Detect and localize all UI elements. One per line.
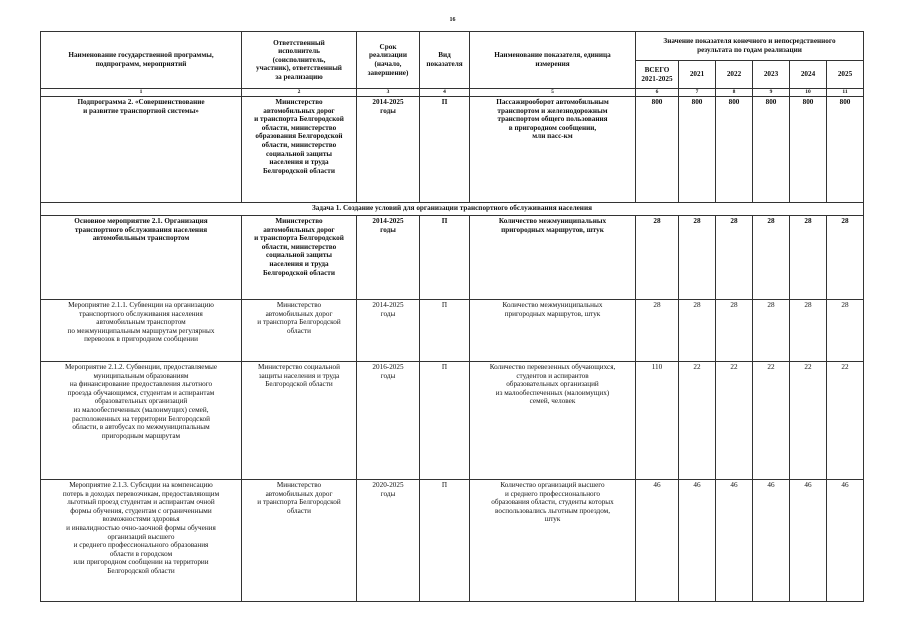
row-value-2021: 28 bbox=[679, 216, 716, 300]
row-value-total: 28 bbox=[636, 300, 679, 362]
task-title: Задача 1. Создание условий для организации транспортного обслуживания населения bbox=[41, 203, 864, 216]
row-value-2024: 28 bbox=[790, 216, 827, 300]
table-row bbox=[41, 480, 864, 602]
header-executor: Ответственный исполнитель (соисполнитель, участник), ответственный за реализацию bbox=[242, 32, 357, 89]
table-row bbox=[41, 97, 864, 203]
header-year-2021: 2021 bbox=[679, 61, 716, 89]
row-value-2025: 800 bbox=[827, 97, 864, 203]
row-executor: Министерство автомобильных дорог и транспорта Белгородской области bbox=[242, 480, 357, 602]
row-executor: Министерство автомобильных дорог и транспорта Белгородской области, министерство образования Белгородской области, министерство социальной защиты населения и труда Белгородской области bbox=[242, 97, 357, 203]
row-executor: Министерство автомобильных дорог и транспорта Белгородской области, министерство социальной защиты населения и труда Белгородской области bbox=[242, 216, 357, 300]
row-value-total: 46 bbox=[636, 480, 679, 602]
row-indicator: Количество организаций высшего и среднего профессионального образования области, студенты которых воспользовались льготным проездом, штук bbox=[470, 480, 636, 602]
column-number: 4 bbox=[420, 89, 470, 97]
column-number: 6 bbox=[636, 89, 679, 97]
row-name: Мероприятие 2.1.3. Субсидии на компенсацию потерь в доходах перевозчикам, предоставляющим льготный проезд студентам и аспирантам очной формы обучения, студентам с ограниченными возможностями здоровья и инвалидностью очно-заочной формы обучения организаций высшего и среднего профессионального образования области в городском или пригородном сообщении на территории Белгородской области bbox=[41, 480, 242, 602]
row-indicator: Пассажирооборот автомобильным транспортом и железнодорожным транспортом общего пользования в пригородном сообщении, млн пасс-км bbox=[470, 97, 636, 203]
row-value-2023: 22 bbox=[753, 362, 790, 480]
table-row bbox=[41, 216, 864, 300]
column-number: 1 bbox=[41, 89, 242, 97]
table-row bbox=[41, 362, 864, 480]
row-value-2024: 800 bbox=[790, 97, 827, 203]
row-value-2023: 28 bbox=[753, 300, 790, 362]
column-number: 11 bbox=[827, 89, 864, 97]
row-indicator: Количество межмуниципальных пригородных маршрутов, штук bbox=[470, 300, 636, 362]
row-kind: П bbox=[420, 480, 470, 602]
row-executor: Министерство автомобильных дорог и транспорта Белгородской области bbox=[242, 300, 357, 362]
row-value-2023: 28 bbox=[753, 216, 790, 300]
header-values: Значение показателя конечного и непосредственного результата по годам реализации bbox=[636, 32, 864, 61]
header-name: Наименование государственной программы, подпрограмм, мероприятий bbox=[41, 32, 242, 89]
column-number: 9 bbox=[753, 89, 790, 97]
row-value-2024: 22 bbox=[790, 362, 827, 480]
column-number: 8 bbox=[716, 89, 753, 97]
row-value-2025: 22 bbox=[827, 362, 864, 480]
row-value-2024: 28 bbox=[790, 300, 827, 362]
header-year-2022: 2022 bbox=[716, 61, 753, 89]
page-number: 16 bbox=[449, 17, 456, 23]
header-year-2024: 2024 bbox=[790, 61, 827, 89]
row-kind: П bbox=[420, 300, 470, 362]
row-name: Мероприятие 2.1.1. Субвенции на организацию транспортного обслуживания населения автомобильным транспортом по межмуниципальным маршрутам регулярных перевозок в пригородном сообщении bbox=[41, 300, 242, 362]
header-total: ВСЕГО 2021-2025 bbox=[636, 61, 679, 89]
row-period: 2020-2025 годы bbox=[357, 480, 420, 602]
row-value-2022: 28 bbox=[716, 300, 753, 362]
row-value-2025: 46 bbox=[827, 480, 864, 602]
program-table bbox=[40, 31, 864, 602]
row-value-2022: 22 bbox=[716, 362, 753, 480]
table-row bbox=[41, 300, 864, 362]
column-number-row bbox=[41, 89, 864, 97]
row-value-2021: 28 bbox=[679, 300, 716, 362]
row-value-2023: 800 bbox=[753, 97, 790, 203]
row-value-2021: 46 bbox=[679, 480, 716, 602]
header-year-2023: 2023 bbox=[753, 61, 790, 89]
column-number: 7 bbox=[679, 89, 716, 97]
row-value-total: 110 bbox=[636, 362, 679, 480]
header-row-1 bbox=[41, 32, 864, 61]
header-kind: Вид показателя bbox=[420, 32, 470, 89]
row-name: Подпрограмма 2. «Совершенствование и развитие транспортной системы» bbox=[41, 97, 242, 203]
row-value-2025: 28 bbox=[827, 300, 864, 362]
row-value-2025: 28 bbox=[827, 216, 864, 300]
row-period: 2016-2025 годы bbox=[357, 362, 420, 480]
row-name: Основное мероприятие 2.1. Организация транспортного обслуживания населения автомобильным транспортом bbox=[41, 216, 242, 300]
row-value-2021: 800 bbox=[679, 97, 716, 203]
column-number: 10 bbox=[790, 89, 827, 97]
row-name: Мероприятие 2.1.2. Субвенции, предоставляемые муниципальным образованиям на финансирование предоставления льготного проезда обучающимся, студентам и аспирантам образовательных организаций из малообеспеченных (малоимущих) семей, расположенных на территории Белгородской области, в автобусах по межмуниципальным пригородным маршрутам bbox=[41, 362, 242, 480]
column-number: 5 bbox=[470, 89, 636, 97]
row-period: 2014-2025 годы bbox=[357, 300, 420, 362]
row-period: 2014-2025 годы bbox=[357, 216, 420, 300]
row-value-2022: 800 bbox=[716, 97, 753, 203]
row-value-2022: 28 bbox=[716, 216, 753, 300]
header-year-2025: 2025 bbox=[827, 61, 864, 89]
column-number: 2 bbox=[242, 89, 357, 97]
row-indicator: Количество перевезенных обучающихся, студентов и аспирантов образовательных организаций из малообеспеченных (малоимущих) семей, человек bbox=[470, 362, 636, 480]
row-kind: П bbox=[420, 97, 470, 203]
row-value-2023: 46 bbox=[753, 480, 790, 602]
row-indicator: Количество межмуниципальных пригородных маршрутов, штук bbox=[470, 216, 636, 300]
row-value-total: 28 bbox=[636, 216, 679, 300]
row-value-total: 800 bbox=[636, 97, 679, 203]
row-period: 2014-2025 годы bbox=[357, 97, 420, 203]
row-value-2022: 46 bbox=[716, 480, 753, 602]
row-value-2024: 46 bbox=[790, 480, 827, 602]
task-row bbox=[41, 203, 864, 216]
row-executor: Министерство социальной защиты населения и труда Белгородской области bbox=[242, 362, 357, 480]
row-value-2021: 22 bbox=[679, 362, 716, 480]
header-indicator: Наименование показателя, единица измерения bbox=[470, 32, 636, 89]
row-kind: П bbox=[420, 362, 470, 480]
column-number: 3 bbox=[357, 89, 420, 97]
row-kind: П bbox=[420, 216, 470, 300]
header-period: Срок реализации (начало, завершение) bbox=[357, 32, 420, 89]
